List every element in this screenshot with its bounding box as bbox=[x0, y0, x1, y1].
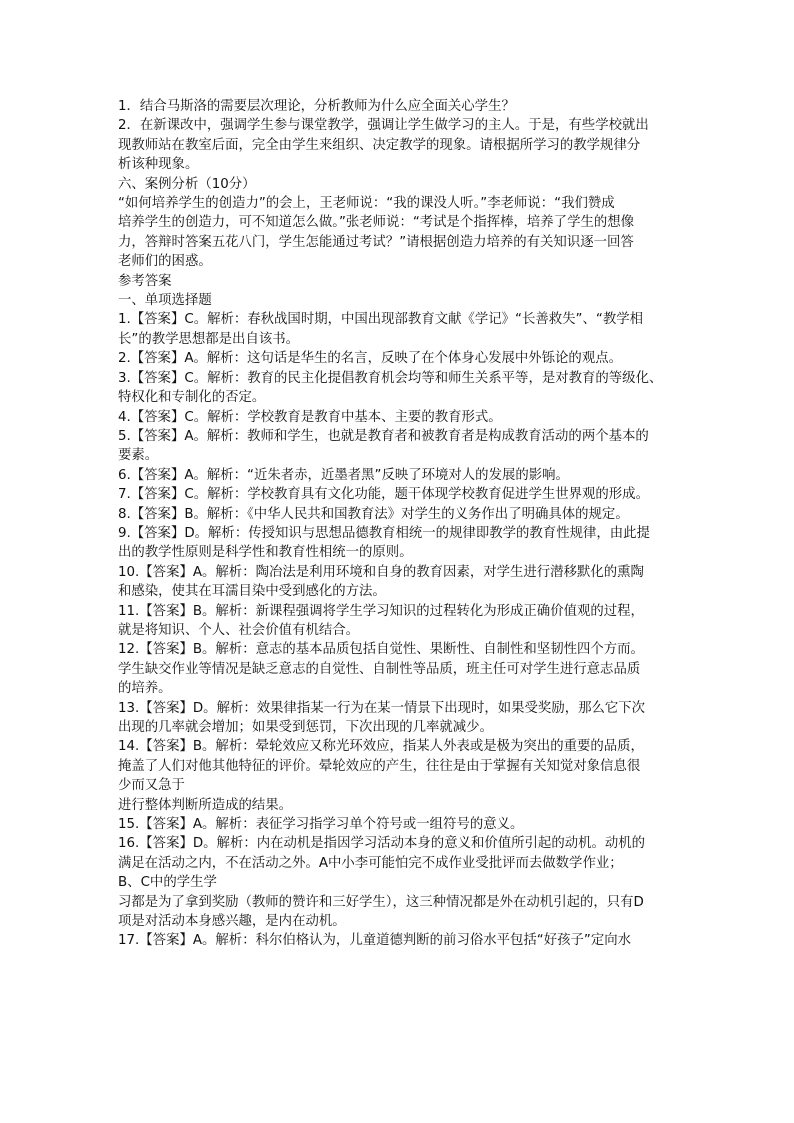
section-heading: 六、案例分析（10分） bbox=[118, 176, 256, 192]
text-line: 3.【答案】C。解析：教育的民主化提倡教育机会均等和师生关系平等，是对教育的等级化、 bbox=[118, 370, 663, 386]
text-line: 14.【答案】B。解析：晕轮效应又称光环效应，指某人外表或是极为突出的重要的品质， bbox=[118, 739, 644, 755]
text-line: 出的教学性原则是科学性和教育性相统一的原则。 bbox=[118, 545, 413, 561]
text-line: 项是对活动本身感兴趣，是内在动机。 bbox=[118, 914, 346, 930]
answer-12 bbox=[118, 640, 690, 698]
text-line: 11.【答案】B。解析：新课程强调将学生学习知识的过程转化为形成正确价值观的过程， bbox=[118, 603, 644, 619]
text-line: 习都是为了拿到奖励（教师的赞许和三好学生），这三种情况都是外在动机引起的，只有D bbox=[118, 894, 644, 910]
text-line: 2．在新课改中，强调学生参与课堂教学，强调让学生做学习的主人。于是，有些学校就出 bbox=[118, 118, 649, 134]
text-line: 1.【答案】C。解析：春秋战国时期，中国出现部教育文献《学记》“长善救失”、“教学相 bbox=[118, 312, 643, 328]
answer-7 bbox=[118, 485, 690, 504]
text-line: 13.【答案】D。解析：效果律指某一行为在某一情景下出现时，如果受奖励，那么它下次 bbox=[118, 700, 646, 716]
section-title: 参考答案 bbox=[118, 273, 172, 289]
answer-3 bbox=[118, 369, 690, 408]
answer-9 bbox=[118, 524, 690, 563]
text-line: 16.【答案】D。解析：内在动机是指因学习活动本身的意义和价值所引起的动机。动机的 bbox=[118, 836, 646, 852]
text-line: 培养学生的创造力，可不知道怎么做。”张老师说：“考试是个指挥棒，培养了学生的想像 bbox=[118, 215, 635, 231]
answer-6 bbox=[118, 466, 690, 485]
answer-4 bbox=[118, 408, 690, 427]
text-line: 12.【答案】B。解析：意志的基本品质包括自觉性、果断性、自制性和坚韧性四个方而。 bbox=[118, 642, 644, 658]
text-line: B、C中的学生学 bbox=[118, 875, 217, 891]
text-line: 老师们的困惑。 bbox=[118, 254, 212, 270]
text-line: 8.【答案】B。解析：《中华人民共和国教育法》对学生的义务作出了明确具体的规定。 bbox=[118, 506, 629, 522]
document-page bbox=[118, 97, 690, 951]
answers-subtitle bbox=[118, 291, 690, 310]
answer-5 bbox=[118, 427, 690, 466]
case-analysis-body bbox=[118, 194, 690, 272]
text-line: 6.【答案】A。解析：“近朱者赤，近墨者黑”反映了环境对人的发展的影响。 bbox=[118, 467, 569, 483]
text-line: 7.【答案】C。解析：学校教育具有文化功能，题干体现学校教育促进学生世界观的形成。 bbox=[118, 487, 649, 503]
text-line: 15.【答案】A。解析：表征学习指学习单个符号或一组符号的意义。 bbox=[118, 817, 524, 833]
text-line: “如何培养学生的创造力”的会上，王老师说：“我的课没人听。”李老师说：“我们赞成 bbox=[118, 196, 615, 212]
text-line: 2.【答案】A。解析：这句话是华生的名言，反映了在个体身心发展中外铄论的观点。 bbox=[118, 351, 622, 367]
text-line: 的培养。 bbox=[118, 681, 172, 697]
question-1 bbox=[118, 97, 690, 116]
text-line: 特权化和专制化的否定。 bbox=[118, 390, 266, 406]
answer-8 bbox=[118, 505, 690, 524]
text-line: 和感染，使其在耳濡目染中受到感化的方法。 bbox=[118, 584, 386, 600]
answer-10 bbox=[118, 563, 690, 602]
text-line: 5.【答案】A。解析：教师和学生，也就是教育者和被教育者是构成教育活动的两个基本的 bbox=[118, 428, 649, 444]
text-line: 要素。 bbox=[118, 448, 159, 464]
text-line: 10.【答案】A。解析：陶冶法是利用环境和自身的教育因素，对学生进行潜移默化的熏陶 bbox=[118, 564, 644, 580]
answer-14 bbox=[118, 737, 690, 815]
answer-15 bbox=[118, 815, 690, 834]
answer-11 bbox=[118, 602, 690, 641]
text-line: 满足在活动之内，不在活动之外。A中小李可能怕完不成作业受批评而去做数学作业； bbox=[118, 855, 623, 871]
text-line: 9.【答案】D。解析：传授知识与思想品德教育相统一的规律即教学的教育性规律，由此提 bbox=[118, 525, 650, 541]
answer-17 bbox=[118, 931, 690, 950]
answer-2 bbox=[118, 349, 690, 368]
text-line: 掩盖了人们对他其他特征的评价。晕轮效应的产生，往往是由于掌握有关知觉对象信息很 bbox=[118, 758, 641, 774]
text-line: 长”的教学思想都是出自该书。 bbox=[118, 331, 300, 347]
text-line: 17.【答案】A。解析：科尔伯格认为，儿童道德判断的前习俗水平包括“好孩子”定向水 bbox=[118, 933, 631, 949]
text-line: 出现的几率就会增加；如果受到惩罚，下次出现的几率就减少。 bbox=[118, 720, 493, 735]
text-line: 4.【答案】C。解析：学校教育是教育中基本、主要的教育形式。 bbox=[118, 409, 502, 425]
case-analysis-heading bbox=[118, 175, 690, 194]
text-line: 析该种现象。 bbox=[118, 157, 199, 173]
answer-1 bbox=[118, 310, 690, 349]
text-line: 现教师站在教室后面，完全由学生来组织、决定教学的现象。请根据所学习的教学规律分 bbox=[118, 137, 641, 153]
section-subtitle: 一、单项选择题 bbox=[118, 293, 212, 309]
text-line: 少而又急于 bbox=[118, 778, 185, 794]
text-line: 1．结合马斯洛的需要层次理论，分析教师为什么应全面关心学生？ bbox=[118, 99, 515, 114]
text-line: 进行整体判断所造成的结果。 bbox=[118, 797, 293, 813]
answers-title bbox=[118, 272, 690, 291]
question-2 bbox=[118, 116, 690, 174]
text-line: 力，答辩时答案五花八门，学生怎能通过考试？”请根据创造力培养的有关知识逐一回答 bbox=[118, 234, 634, 250]
answer-13 bbox=[118, 699, 690, 738]
text-line: 学生缺交作业等情况是缺乏意志的自觉性、自制性等品质，班主任可对学生进行意志品质 bbox=[118, 661, 641, 677]
text-line: 就是将知识、个人、社会价值有机结合。 bbox=[118, 622, 360, 638]
answer-16 bbox=[118, 834, 690, 931]
